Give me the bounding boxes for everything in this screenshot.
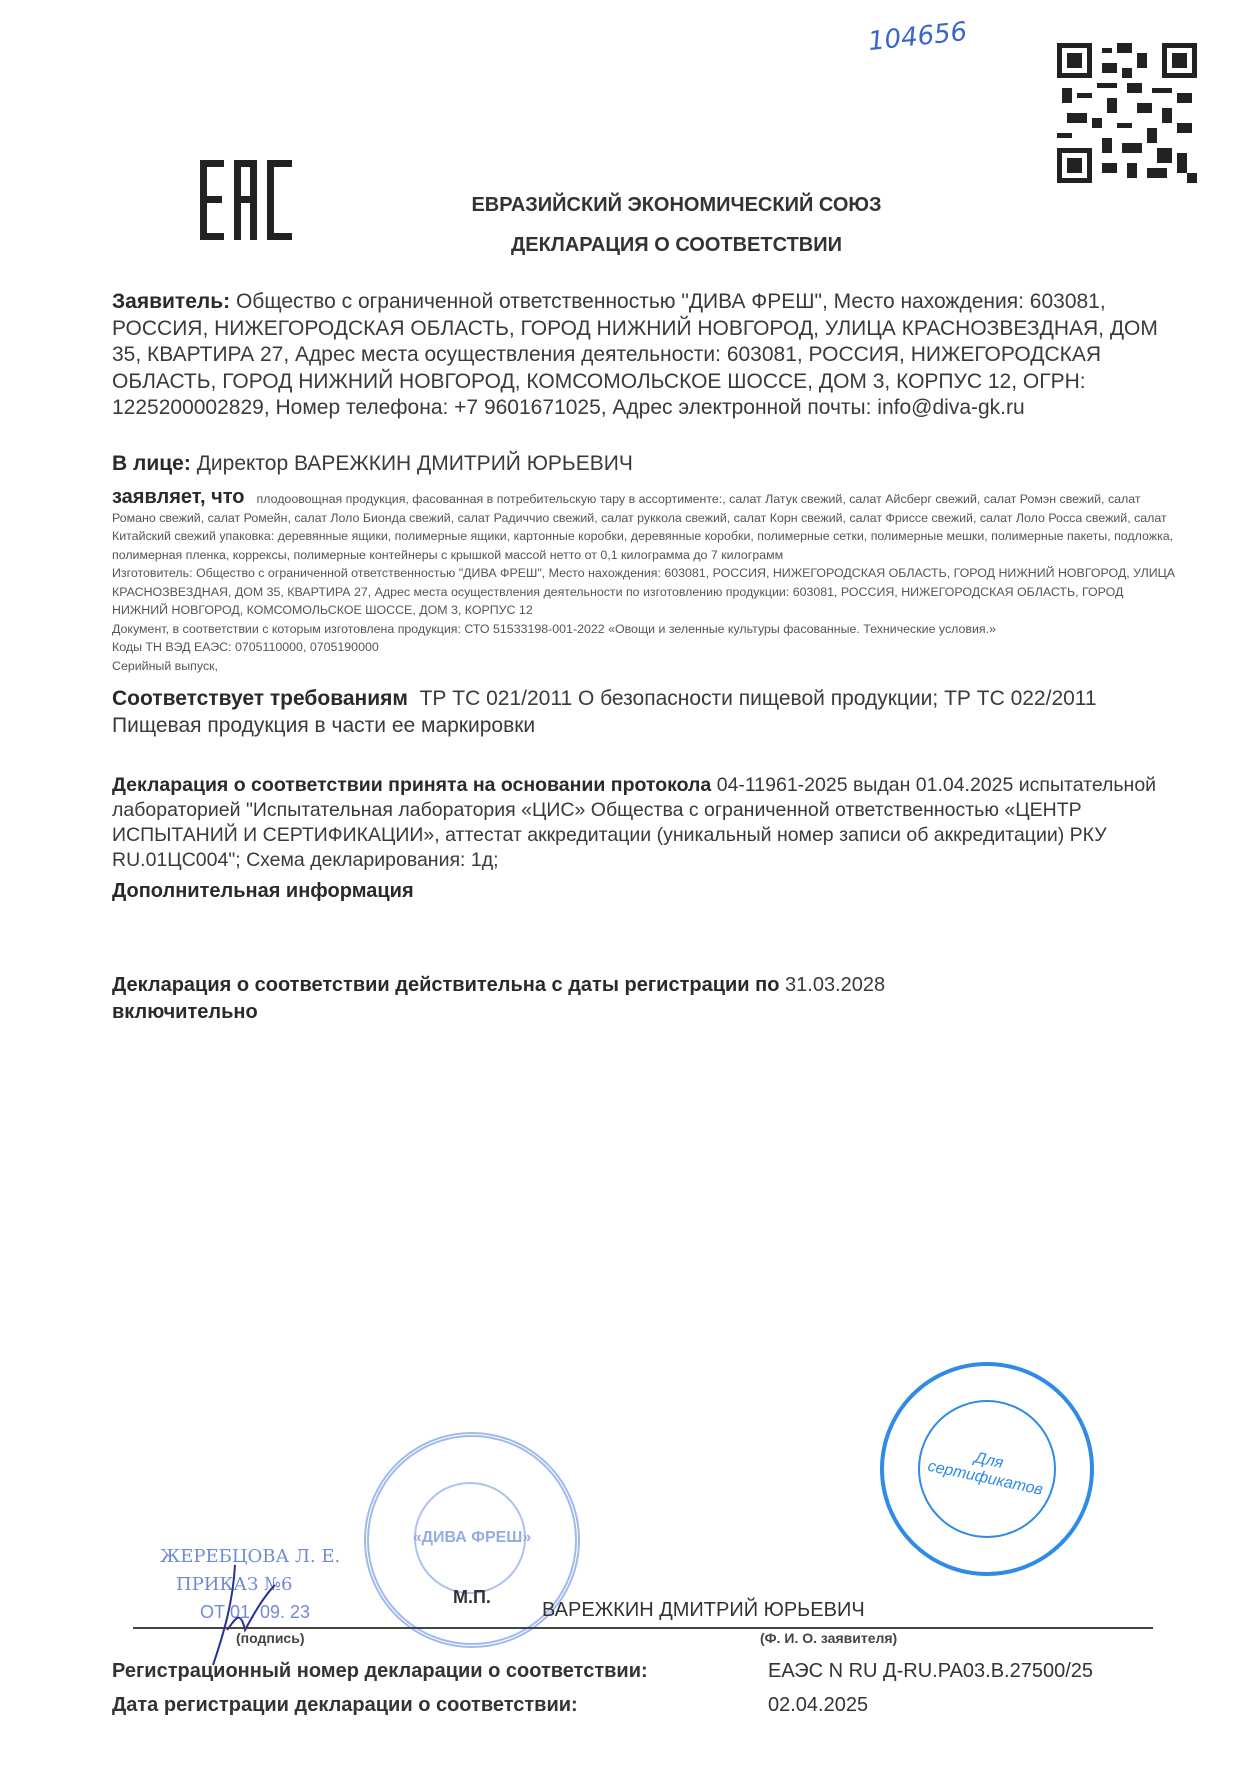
- basis-label: Декларация о соответствии принята на основании протокола: [112, 774, 712, 796]
- validity-block: [112, 972, 1032, 1025]
- manufacturer: Изготовитель: Общество с ограниченной ответственностью "ДИВА ФРЕШ", Место нахождения: 603081, РОССИЯ, НИЖЕГОРОДСКАЯ ОБЛАСТЬ, ГОРОД НИЖНИЙ НОВГОРОД, УЛИЦА КРАСНОЗВЕЗДНАЯ, ДОМ 35, КВАРТИРА 27, Адрес места осуществления деятельности по изготовлению продукции: 603081, РОССИЯ, НИЖЕГОРОДСКАЯ ОБЛАСТЬ, ГОРОД НИЖНИЙ НОВГОРОД, КОМСОМОЛЬСКОЕ ШОССЕ, ДОМ 3, КОРПУС 12: [112, 566, 1176, 617]
- certification-seal: [880, 1362, 1094, 1576]
- additional-info-label: Дополнительная информация: [112, 880, 414, 902]
- document-title: ДЕКЛАРАЦИЯ О СООТВЕТСТВИИ: [511, 234, 842, 256]
- signature-caption: (подпись): [236, 1630, 305, 1646]
- conformity-block: [112, 686, 1172, 739]
- represented-by: [112, 451, 1172, 478]
- standard-document: Документ, в соответствии с которым изготовлена продукция: СТО 51533198-001-2022 «Овощи и зеленные культуры фасованные. Технические условия.»: [112, 621, 996, 636]
- applicant-name: ВАРЕЖКИН ДМИТРИЙ ЮРЬЕВИЧ: [542, 1599, 865, 1621]
- union-title: ЕВРАЗИЙСКИЙ ЭКОНОМИЧЕСКИЙ СОЮЗ: [471, 194, 882, 216]
- product-description: плодоовощная продукция, фасованная в потребительскую тару в ассортименте:, салат Латук свежий, салат Айсберг свежий, салат Ромэн свежий, салат Романо свежий, салат Ромейн, салат Лоло Бионда свежий, салат Радиччио свежий, салат руккола свежий, салат Корн свежий, салат Фриссе свежий, салат Лоло Росса свежий, салат Китайский свежий упаковка: деревянные ящики, полимерные ящики, картонные коробки, деревянные коробки, полимерные сетки, полимерные мешки, полимерные пакеты, подложка, полимерная пленка, коррексы, полимерные контейнеры с крышкой массой нетто от 0,1 килограмма до 7 килограмм: [112, 492, 1174, 562]
- declares-label: заявляет, что: [112, 486, 245, 508]
- represented-by-label: В лице:: [112, 452, 191, 475]
- stamp-name: ЖЕРЕБЦОВА Л. Е.: [160, 1546, 341, 1567]
- stamp-order-date: ОТ 01. 09. 23: [200, 1602, 311, 1622]
- applicant-block: [112, 289, 1172, 422]
- represented-by-text: Директор ВАРЕЖКИН ДМИТРИЙ ЮРЬЕВИЧ: [196, 452, 633, 475]
- signature-line: [133, 1627, 1153, 1629]
- handwritten-signature: [205, 1560, 285, 1670]
- conforms-text: ТР ТС 021/2011 О безопасности пищевой продукции; ТР ТС 022/2011 Пищевая продукция в части ее маркировки: [112, 687, 1097, 737]
- registration-number-label: Регистрационный номер декларации о соответствии:: [112, 1660, 648, 1682]
- validity-date: 31.03.2028: [785, 974, 886, 996]
- handwritten-number: 104656: [866, 16, 969, 58]
- stamp-order: ПРИКАЗ №6: [176, 1574, 293, 1595]
- company-seal-text: «ДИВА ФРЕШ»: [412, 1529, 532, 1546]
- certification-seal-text: Для сертификатов: [926, 1449, 1045, 1499]
- validity-suffix: включительно: [112, 1000, 258, 1023]
- validity-label: Декларация о соответствии действительна с даты регистрации по: [112, 974, 780, 996]
- registration-date-label: Дата регистрации декларации о соответствии:: [112, 1694, 578, 1716]
- basis-text: 04-11961-2025 выдан 01.04.2025 испытательной лабораторией "Испытательная лаборатория «ЦИС» Общества с ограниченной ответственностью «ЦЕНТР ИСПЫТАНИЙ И СЕРТИФИКАЦИИ», аттестат аккредитации (уникальный номер записи об аккредитации) РКУ RU.01ЦС004"; Схема декларирования: 1д;: [112, 774, 1157, 871]
- qr-code: [1057, 43, 1197, 183]
- registration-number: ЕАЭС N RU Д-RU.PA03.B.27500/25: [768, 1660, 1094, 1682]
- mp-label: М.П.: [453, 1587, 491, 1607]
- name-caption: (Ф. И. О. заявителя): [760, 1630, 898, 1646]
- conforms-label: Соответствует требованиям: [112, 687, 408, 710]
- serial-release: Серийный выпуск,: [112, 658, 218, 673]
- declaration-details: [112, 488, 1177, 675]
- basis-block: [112, 773, 1172, 873]
- applicant-label: Заявитель:: [112, 290, 231, 313]
- customs-codes: Коды ТН ВЭД ЕАЭС: 0705110000, 0705190000: [112, 640, 379, 654]
- registration-date: 02.04.2025: [768, 1694, 869, 1716]
- applicant-text: Общество с ограниченной ответственностью "ДИВА ФРЕШ", Место нахождения: 603081, РОССИЯ, НИЖЕГОРОДСКАЯ ОБЛАСТЬ, ГОРОД НИЖНИЙ НОВГОРОД, УЛИЦА КРАСНОЗВЕЗДНАЯ, ДОМ 35, КВАРТИРА 27, Адрес места осуществления деятельности: 603081, РОССИЯ, НИЖЕГОРОДСКАЯ ОБЛАСТЬ, ГОРОД НИЖНИЙ НОВГОРОД, КОМСОМОЛЬСКОЕ ШОССЕ, ДОМ 3, КОРПУС 12, ОГРН: 1225200002829, Номер телефона: +7 9601671025, Адрес электронной почты: info@diva-gk.ru: [112, 290, 1158, 419]
